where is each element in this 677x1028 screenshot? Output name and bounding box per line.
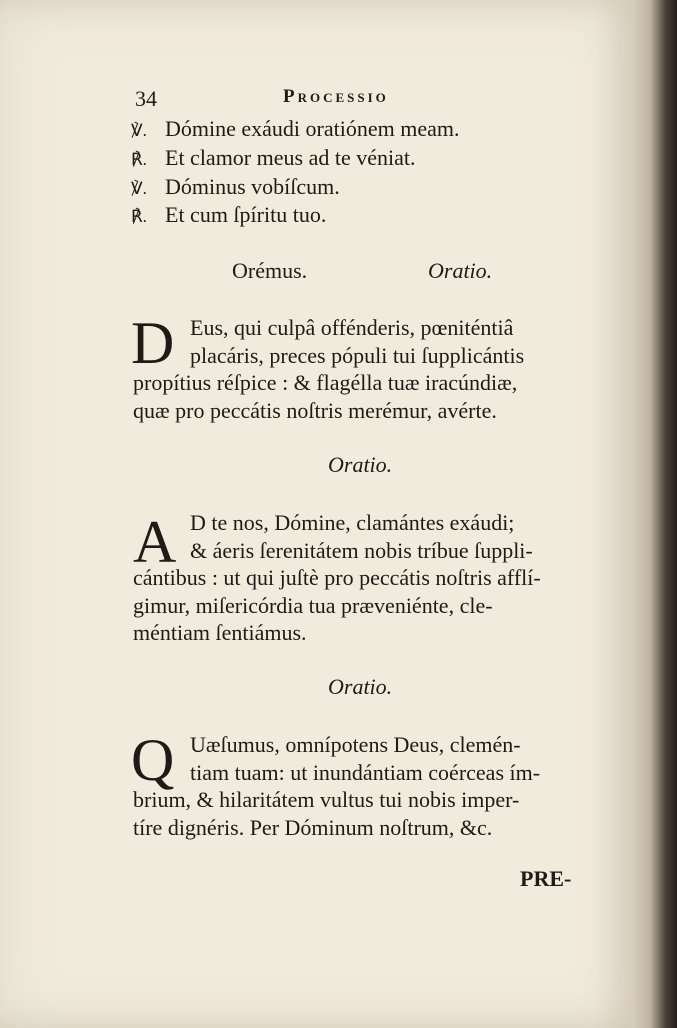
versicle-symbol: ℣. [131,179,147,198]
prayer-heading: Oratio. [328,452,393,477]
prayer-text [131,310,598,424]
responsory-text: Dóminus vobíſcum. [165,174,340,199]
prayer-line: D te nos, Dómine, clamántes exáudi; [190,510,515,535]
running-title: Processio [283,86,389,107]
catchword: PRE- [520,866,572,891]
responsory-line [131,145,415,171]
prayer-text [133,509,598,647]
responsory-line [131,202,326,228]
prayer-line: quæ pro peccátis noſtris merémur, avérte. [133,397,497,423]
response-symbol: ℟. [131,150,147,169]
prayer-line: tíre dignéris. Per Dóminum noſtrum, &c. [133,814,493,840]
page-gutter-shadow [632,0,677,1028]
prayer-line: Eus, qui culpâ offénderis, pœniténtiâ [190,315,514,340]
prayer-line: & áeris ſerenitátem nobis tríbue ſuppli- [190,537,533,563]
drop-cap: A [133,509,177,575]
prayer-line: cántibus : ut qui juſtè pro peccátis noſtris afflí- [133,565,541,590]
prayer-line: propítius réſpice : & flagélla tuæ iracúndiæ, [133,370,518,395]
responsory-text: Et clamor meus ad te véniat. [165,145,416,170]
prayer-line: tiam tuam: ut inundántiam coérceas ím- [190,759,541,785]
versicle-symbol: ℣. [131,121,147,140]
drop-cap: Q [131,727,175,793]
responsory-line [131,174,340,200]
prayer-line: placáris, preces pópuli tui ſupplicántis [190,342,525,368]
prayer-line: gimur, miſericórdia tua præveniénte, cle- [133,592,493,618]
responsory-line [131,116,459,142]
responsory-text: Et cum ſpíritu tuo. [165,202,327,227]
page-number: 34 [135,86,157,111]
prayer-text [131,727,598,841]
responsory-text: Dómine exáudi oratiónem meam. [165,116,460,141]
drop-cap: D [131,310,175,376]
prayer-line: méntiam ſentiámus. [133,620,307,645]
response-symbol: ℟. [131,207,147,226]
prayer-line: brium, & hilaritátem vultus tui nobis imper- [133,787,520,812]
oremus-heading: Orémus. [232,258,308,283]
prayer-heading: Oratio. [428,258,493,283]
prayer-heading: Oratio. [328,674,393,699]
prayer-line: Uæſumus, omnípotens Deus, clemén- [190,732,521,757]
